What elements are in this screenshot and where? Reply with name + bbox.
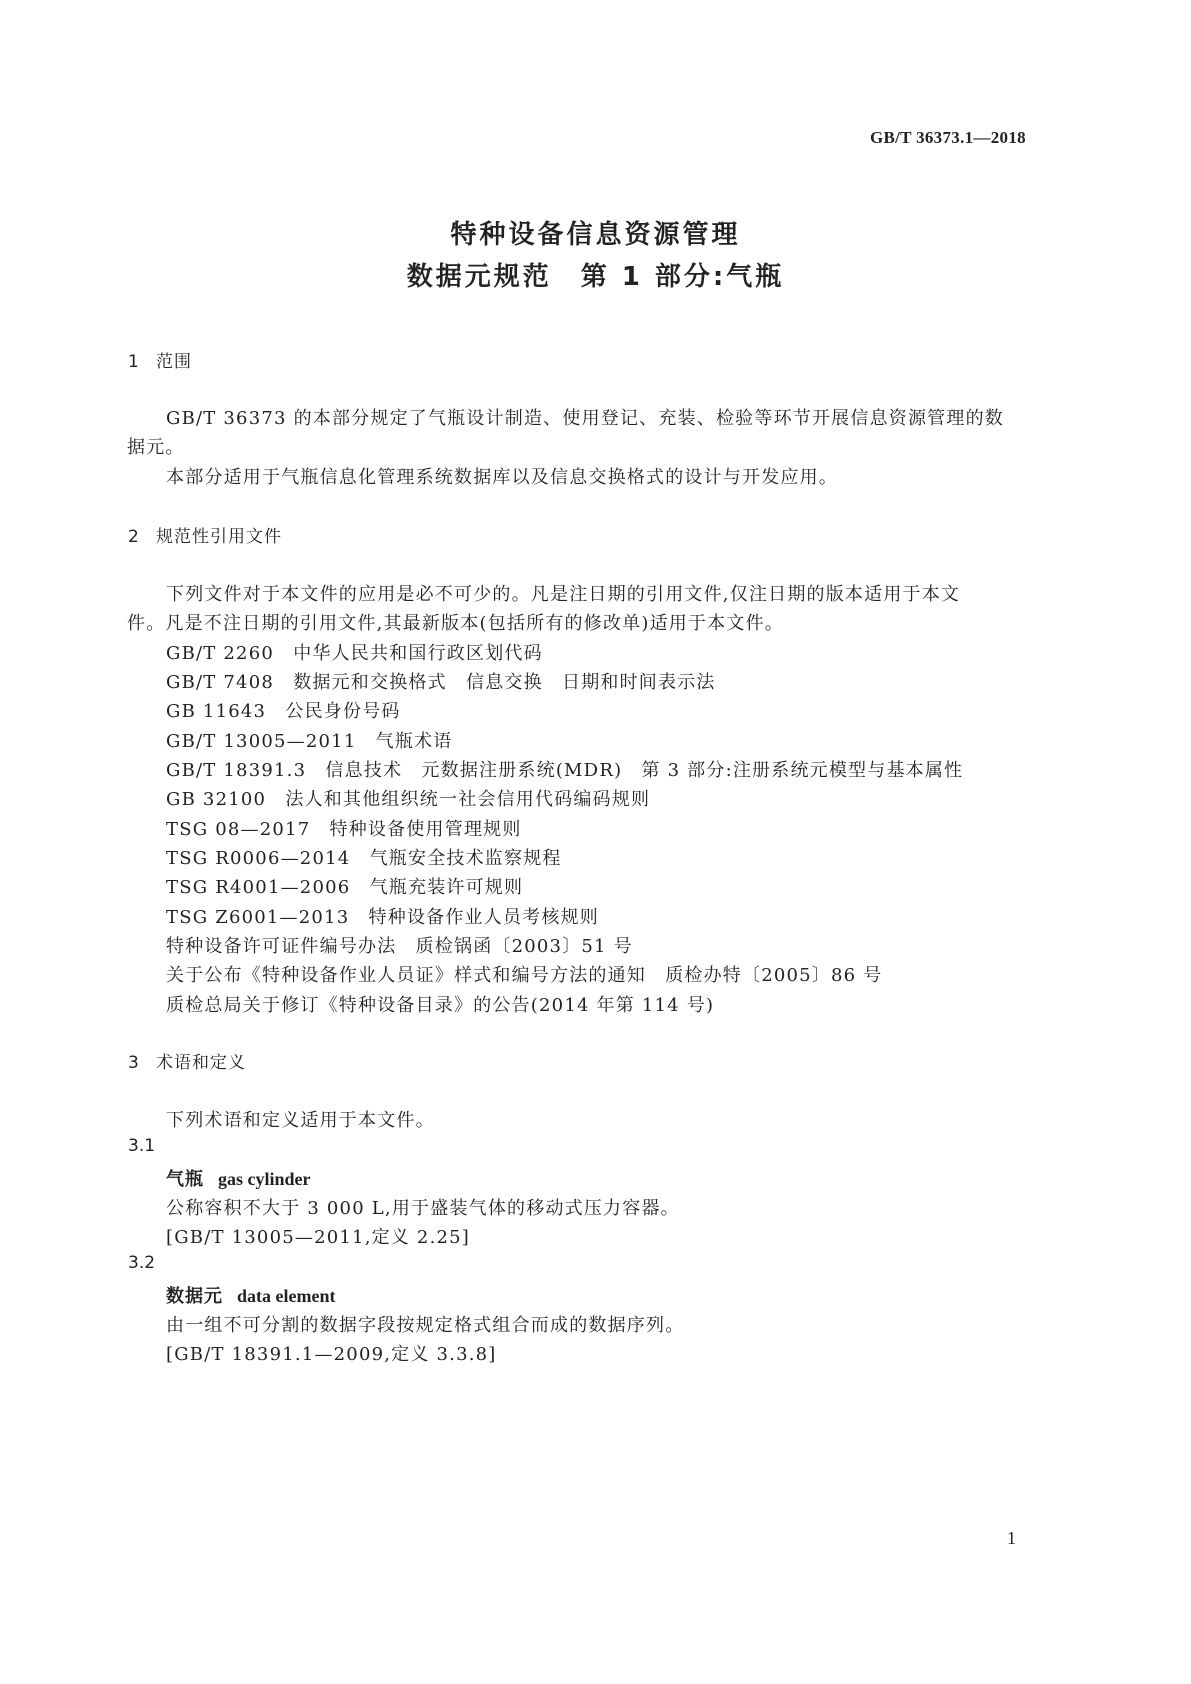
- reference-item: 关于公布《特种设备作业人员证》样式和编号方法的通知 质检办特〔2005〕86 号: [166, 965, 883, 986]
- page-number: 1: [1007, 1528, 1016, 1548]
- reference-item: TSG R0006—2014 气瓶安全技术监察规程: [166, 848, 562, 869]
- term-definition: 公称容积不大于 3 000 L,用于盛装气体的移动式压力容器。: [166, 1198, 680, 1219]
- reference-item: GB/T 7408 数据元和交换格式 信息交换 日期和时间表示法: [166, 672, 716, 693]
- reference-item: GB/T 18391.3 信息技术 元数据注册系统(MDR) 第 3 部分:注册系统元模型与基本属性: [166, 760, 964, 781]
- reference-item: GB/T 13005—2011 气瓶术语: [166, 731, 453, 752]
- scope-paragraph-line2: 据元。: [127, 437, 185, 458]
- reference-item: GB/T 2260 中华人民共和国行政区划代码: [166, 643, 543, 664]
- section-number: 1: [128, 352, 140, 372]
- section-heading-scope: [128, 347, 192, 372]
- term-heading: [166, 1282, 335, 1308]
- reference-item: TSG Z6001—2013 特种设备作业人员考核规则: [166, 907, 599, 928]
- reference-item: GB 32100 法人和其他组织统一社会信用代码编码规则: [166, 789, 651, 810]
- term-heading: [166, 1165, 311, 1191]
- document-title-line2: 数据元规范 第 1 部分:气瓶: [406, 262, 785, 292]
- references-intro-line2: 件。凡是不注日期的引用文件,其最新版本(包括所有的修改单)适用于本文件。: [127, 613, 784, 634]
- reference-item: 质检总局关于修订《特种设备目录》的公告(2014 年第 114 号): [166, 995, 715, 1016]
- term-number: 3.2: [128, 1253, 156, 1273]
- section-heading-normative-references: [128, 522, 282, 547]
- scope-paragraph2: 本部分适用于气瓶信息化管理系统数据库以及信息交换格式的设计与开发应用。: [166, 467, 838, 488]
- reference-item: GB 11643 公民身份号码: [166, 701, 401, 722]
- references-intro-line1: 下列文件对于本文件的应用是必不可少的。凡是注日期的引用文件,仅注日期的版本适用于本文: [166, 584, 961, 605]
- term-definition: 由一组不可分割的数据字段按规定格式组合而成的数据序列。: [166, 1315, 685, 1336]
- reference-item: 特种设备许可证件编号办法 质检锅函〔2003〕51 号: [166, 936, 633, 957]
- standard-number: GB/T 36373.1—2018: [870, 128, 1026, 147]
- term-source: [GB/T 18391.1—2009,定义 3.3.8]: [166, 1344, 497, 1365]
- section-number: 2: [128, 527, 140, 547]
- term-chinese: 数据元: [166, 1286, 223, 1307]
- section-number: 3: [128, 1053, 140, 1073]
- scope-paragraph-line1: GB/T 36373 的本部分规定了气瓶设计制造、使用登记、充装、检验等环节开展信息资源管理的数: [166, 408, 1004, 429]
- term-number: 3.1: [128, 1136, 156, 1156]
- term-source: [GB/T 13005—2011,定义 2.25]: [166, 1227, 471, 1248]
- term-english: data element: [237, 1286, 336, 1306]
- section-title: 范围: [156, 352, 192, 372]
- section-title: 规范性引用文件: [156, 527, 282, 547]
- term-chinese: 气瓶: [166, 1169, 204, 1190]
- section-heading-terms-definitions: [128, 1048, 246, 1073]
- terms-intro: 下列术语和定义适用于本文件。: [166, 1110, 435, 1131]
- section-title: 术语和定义: [156, 1053, 246, 1073]
- term-english: gas cylinder: [218, 1169, 311, 1189]
- document-title-line1: 特种设备信息资源管理: [450, 220, 741, 250]
- reference-item: TSG R4001—2006 气瓶充装许可规则: [166, 877, 524, 898]
- reference-item: TSG 08—2017 特种设备使用管理规则: [166, 819, 522, 840]
